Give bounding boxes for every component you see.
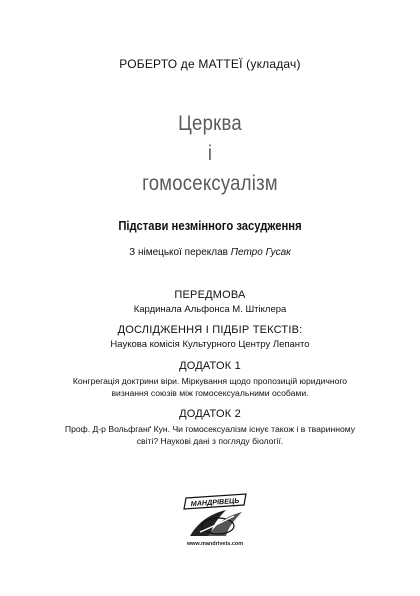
publisher-logo-text: МАНДРІВЕЦЬ [190, 495, 240, 509]
title-line-2: і [207, 142, 213, 165]
title-line-3: гомосексуалізм [142, 172, 278, 195]
research-heading: ДОСЛІДЖЕННЯ І ПІДБІР ТЕКСТІВ: [117, 324, 303, 336]
appendix-1-heading: ДОДАТОК 1 [179, 360, 241, 372]
author-line: РОБЕРТО де МАТТЕЇ (укладач) [119, 57, 301, 71]
translation-prefix: З німецької переклав [129, 247, 231, 258]
appendix-2-body-line-1: Проф. Д-р Вольфганґ Кун. Чи гомосексуалізм існує також і в тваринному [64, 424, 356, 434]
title-line-1: Церква [178, 112, 242, 135]
publisher-url: www.mandrivets.com [186, 541, 244, 547]
translation-credit [0, 247, 420, 258]
foreword-heading: ПЕРЕДМОВА [174, 289, 246, 301]
appendix-2-heading: ДОДАТОК 2 [179, 408, 241, 420]
translator-name: Петро Гусак [230, 247, 291, 258]
foreword-body: Кардинала Альфонса М. Штіклера [133, 304, 287, 315]
publisher-logo [180, 492, 250, 540]
subtitle: Підстави незмінного засудження [118, 219, 302, 233]
appendix-1-body-line-1: Конгрегація доктрини віри. Міркування щодо пропозицій юридичного [72, 376, 348, 386]
appendix-2-body-line-2: світі? Наукові дані з погляду біології. [136, 436, 284, 446]
research-body: Наукова комісія Культурного Центру Лепанто [110, 339, 310, 350]
appendix-1-body-line-2: визнання союзів між гомосексуальними особами. [111, 388, 309, 398]
